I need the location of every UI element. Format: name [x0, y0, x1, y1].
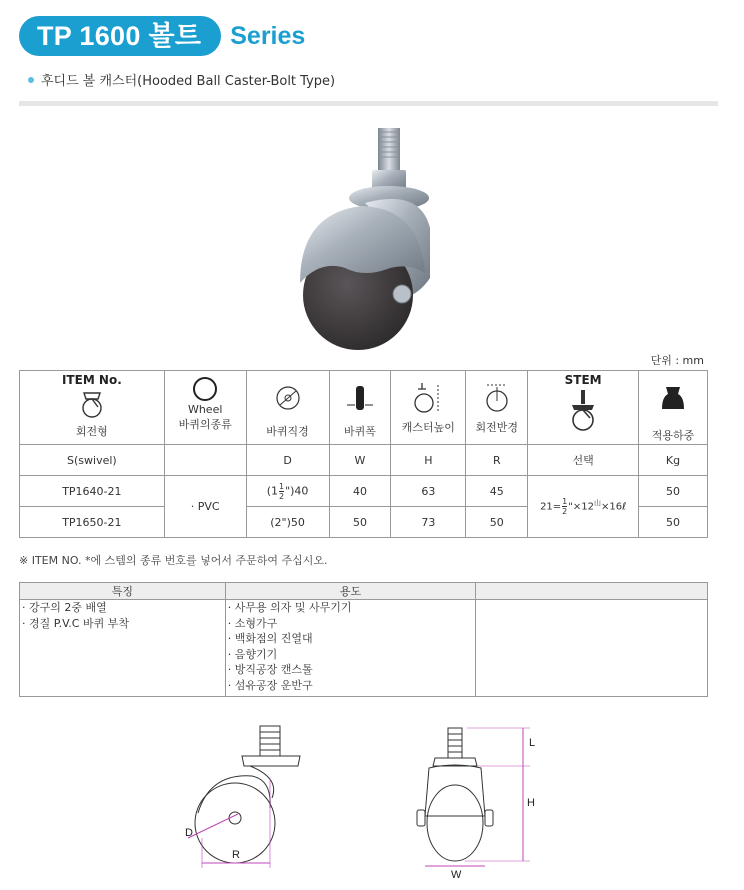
- weight-icon: [658, 383, 688, 413]
- height-value: 73: [391, 507, 466, 538]
- list-item: · 사무용 의자 및 사무기기: [227, 601, 352, 614]
- features-table: [19, 582, 708, 697]
- side-view-drawing: [180, 718, 320, 878]
- divider: [19, 101, 718, 106]
- dim-L-label: L: [529, 737, 536, 749]
- diameter-whole: (1: [266, 484, 278, 497]
- blank-cell: [476, 600, 708, 697]
- radius-header: 회전반경: [475, 421, 519, 434]
- load-value: 50: [639, 507, 708, 538]
- front-view-drawing: [405, 718, 555, 878]
- stem-pre: 21=: [540, 501, 562, 513]
- spec-header-row: [20, 371, 708, 445]
- stem-fraction: [562, 497, 567, 516]
- symbol-stem: 선택: [528, 445, 639, 476]
- title-bar: [19, 16, 305, 56]
- stem-value: [528, 476, 639, 538]
- list-item: · 경질 P.V.C 바퀴 부착: [22, 616, 129, 630]
- subtitle: [28, 70, 335, 89]
- radius-icon: [481, 381, 513, 415]
- dim-R-label: R: [232, 849, 240, 861]
- wheel-circle-icon: [191, 375, 219, 403]
- symbol-wheel: [164, 445, 246, 476]
- caster-product-image: [270, 118, 470, 358]
- width-value: 40: [329, 476, 391, 507]
- features-header: 특징: [20, 583, 226, 600]
- stem-tail: ×16ℓ: [600, 501, 627, 513]
- list-item: · 소형가구: [227, 616, 278, 630]
- item-sub-header: 회전형: [75, 425, 108, 438]
- wheel-type-value: · PVC: [164, 476, 246, 538]
- col-height: [391, 371, 466, 445]
- item-no-header: ITEM No.: [61, 373, 122, 387]
- col-item-no: [20, 371, 165, 445]
- load-value: 50: [639, 476, 708, 507]
- diameter-value: (2")50: [246, 507, 329, 538]
- diameter-icon: [273, 383, 303, 413]
- list-item: · 강구의 2중 배열: [22, 601, 107, 614]
- uses-cell: [225, 600, 476, 697]
- radius-value: 45: [466, 476, 528, 507]
- dim-H-label: H: [527, 797, 535, 809]
- stem-post: "×12: [568, 501, 594, 513]
- list-item: · 음향기기: [227, 647, 278, 661]
- list-item: · 백화점의 진열대: [227, 632, 313, 645]
- wheel-header: Wheel: [187, 403, 223, 416]
- spec-table: [19, 370, 708, 538]
- table-row: [20, 476, 708, 507]
- features-header-row: [20, 583, 708, 600]
- height-header: 캐스터높이: [401, 421, 455, 434]
- features-body-row: [20, 600, 708, 697]
- fraction-den: 2: [562, 507, 568, 516]
- symbol-load: Kg: [639, 445, 708, 476]
- col-load: [639, 371, 708, 445]
- load-header: 적용하중: [651, 429, 695, 442]
- radius-value: 50: [466, 507, 528, 538]
- fraction-num: 1: [278, 481, 285, 491]
- list-item: · 섬유공장 운반구: [227, 678, 313, 692]
- fraction-den: 2: [278, 491, 285, 501]
- symbol-item: S(swivel): [20, 445, 165, 476]
- diameter-value: [246, 476, 329, 507]
- stem-header: STEM: [564, 373, 602, 387]
- symbol-radius: R: [466, 445, 528, 476]
- unit-note: 단위 : mm: [650, 354, 704, 367]
- stem-sup: 山: [593, 499, 601, 508]
- symbol-diameter: D: [246, 445, 329, 476]
- col-width: [329, 371, 391, 445]
- series-label: Series: [230, 21, 306, 50]
- diameter-fraction: [279, 482, 284, 501]
- width-icon: [345, 383, 375, 413]
- width-header: 바퀴폭: [344, 425, 376, 438]
- dim-D-label: D: [185, 827, 193, 839]
- subtitle-text: 후디드 볼 캐스터(Hooded Ball Caster-Bolt Type): [41, 74, 336, 89]
- swivel-caster-icon: [76, 389, 108, 419]
- col-diameter: [246, 371, 329, 445]
- fraction-num: 1: [562, 497, 568, 506]
- col-radius: [466, 371, 528, 445]
- item-code: TP1640-21: [20, 476, 165, 507]
- spec-symbol-row: [20, 445, 708, 476]
- wheel-type-header: 바퀴의종류: [178, 418, 232, 431]
- page-title: TP 1600 볼트: [19, 16, 221, 56]
- diameter-header: 바퀴직경: [266, 425, 309, 438]
- features-cell: [20, 600, 226, 697]
- uses-header: 용도: [225, 583, 476, 600]
- diameter-rest: ")40: [285, 484, 309, 497]
- list-item: · 방직공장 캔스톨: [227, 663, 313, 676]
- height-icon: [412, 381, 444, 415]
- symbol-width: W: [329, 445, 391, 476]
- order-note: ※ ITEM NO. *에 스템의 종류 번호를 넣어서 주문하여 주십시오.: [19, 554, 328, 567]
- symbol-height: H: [391, 445, 466, 476]
- blank-header: [476, 583, 708, 600]
- bolt-stem-icon: [566, 389, 600, 433]
- dim-W-label: W: [451, 869, 462, 878]
- height-value: 63: [391, 476, 466, 507]
- width-value: 50: [329, 507, 391, 538]
- item-code: TP1650-21: [20, 507, 165, 538]
- col-wheel-type: [164, 371, 246, 445]
- col-stem: [528, 371, 639, 445]
- bullet-dot-icon: [28, 77, 34, 83]
